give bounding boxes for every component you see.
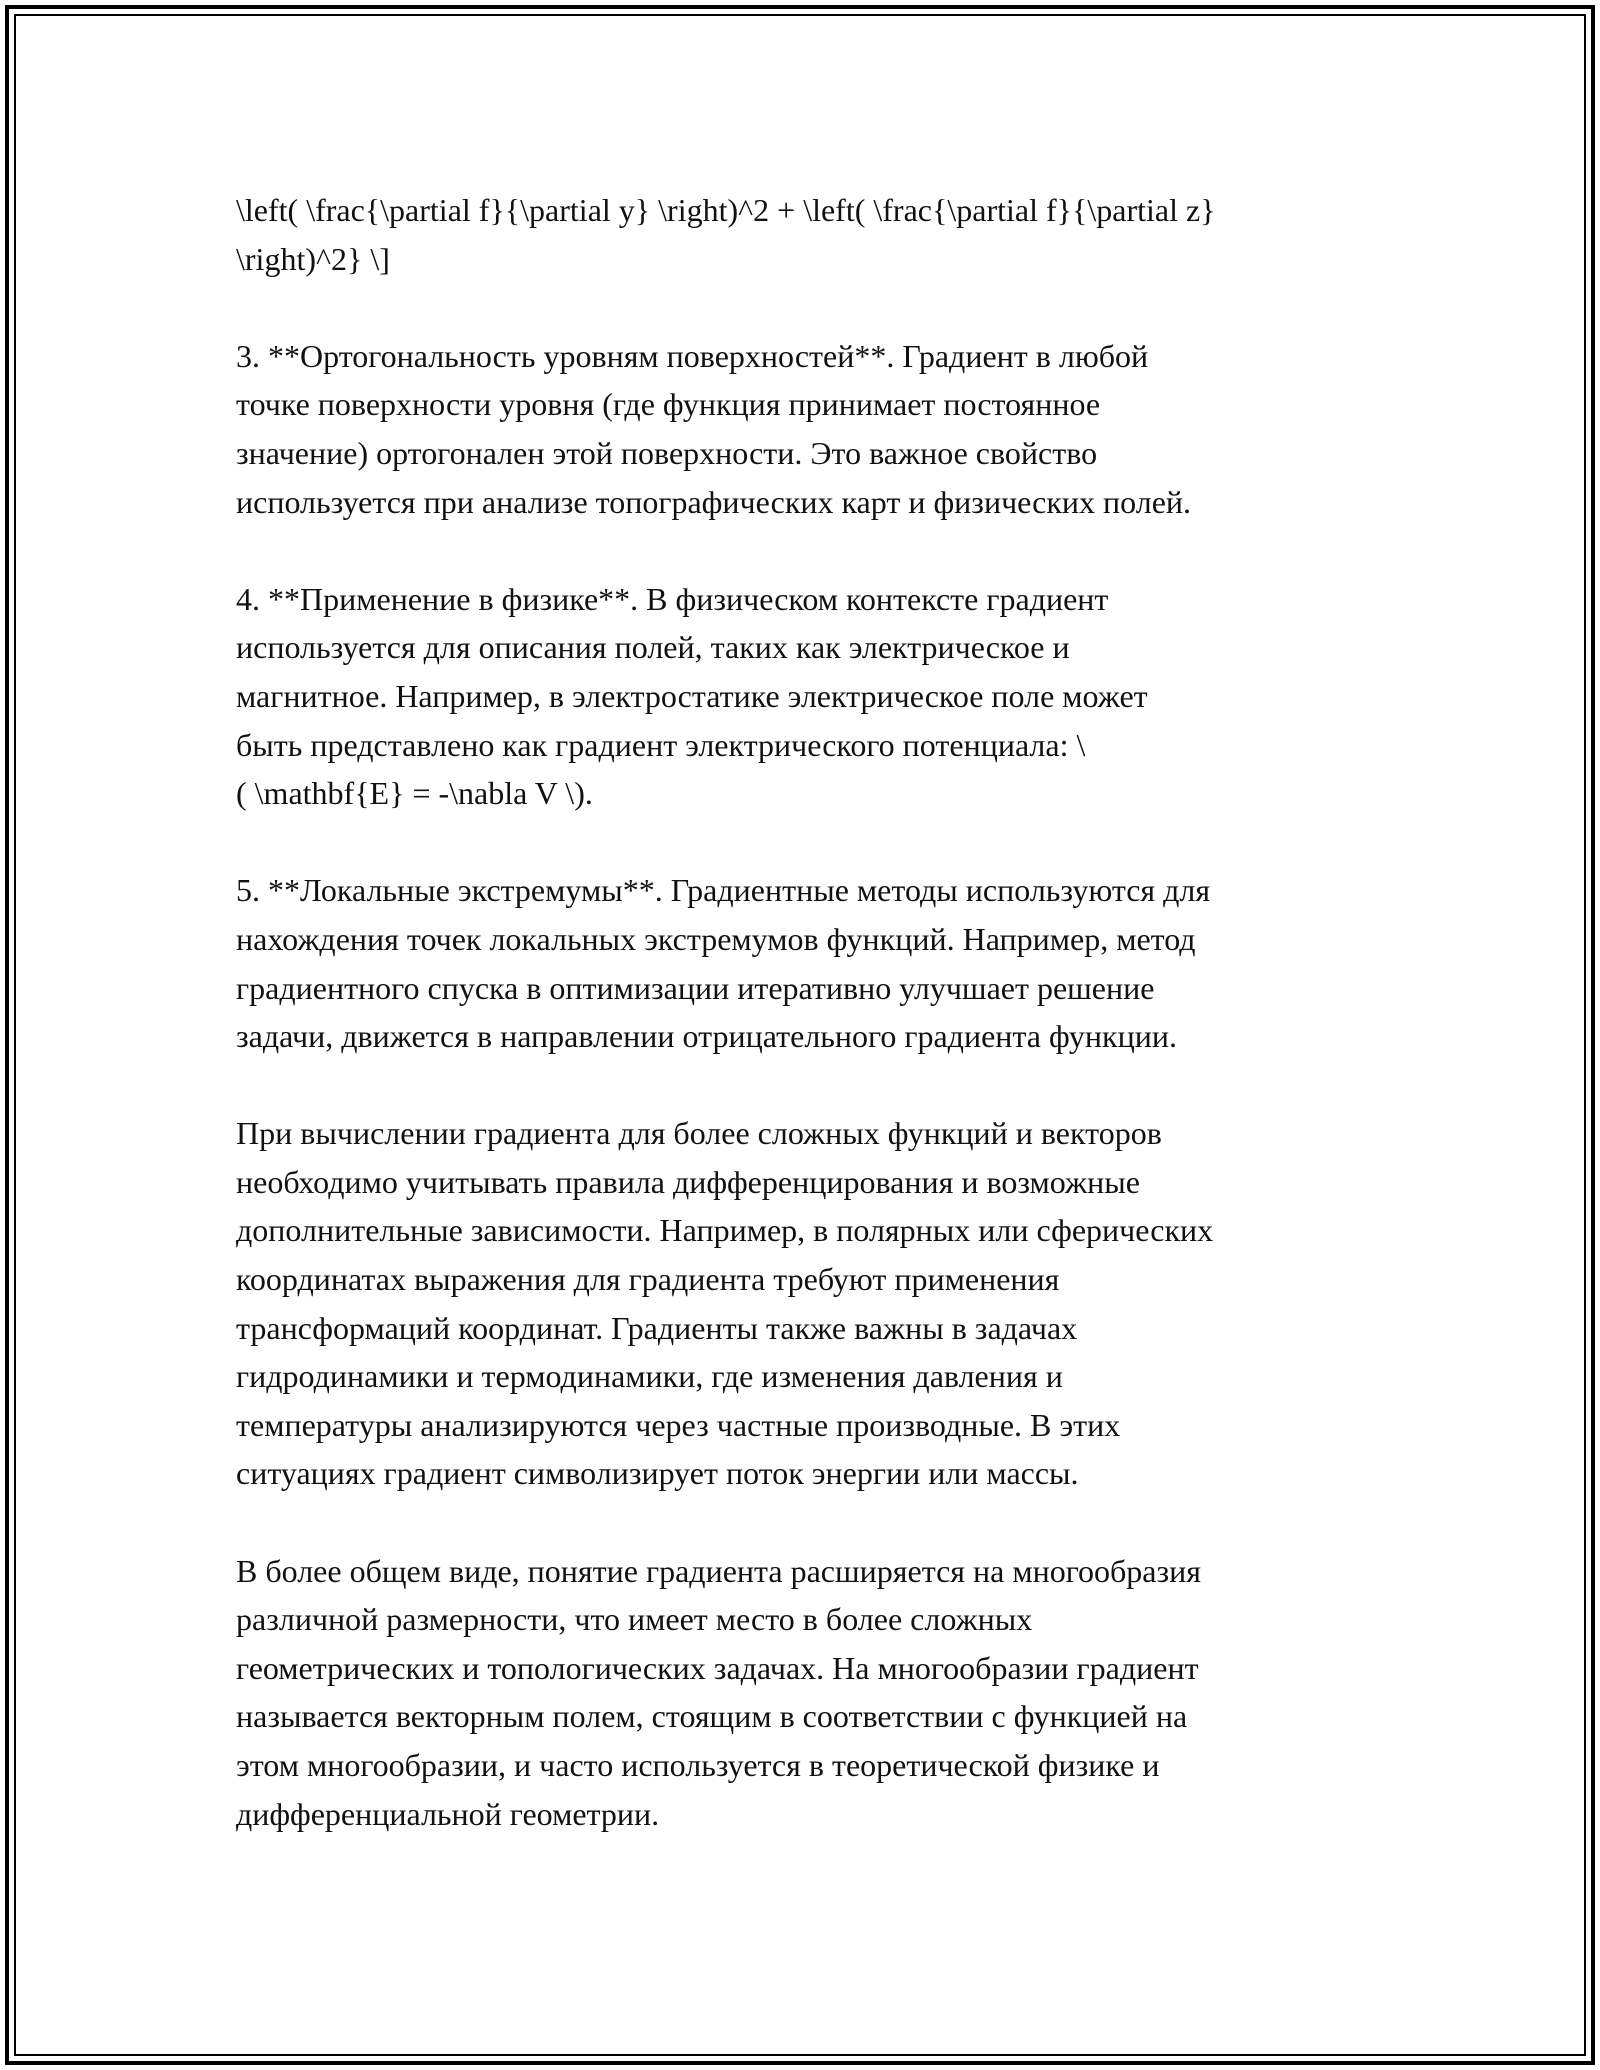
text-line: используется для описания полей, таких как электрическое и <box>236 629 1070 666</box>
text-line: быть представлено как градиент электрического потенциала: \ <box>236 726 1086 763</box>
text-line: координатах выражения для градиента требуют применения <box>236 1261 1060 1298</box>
text-line: При вычислении градиента для более сложных функций и векторов <box>236 1115 1162 1152</box>
paragraph-manifolds <box>236 1547 1376 1839</box>
paragraph-formula-continuation <box>236 186 1376 283</box>
text-line: \left( \frac{\partial f}{\partial y} \right)^2 + \left( \frac{\partial f}{\partial z} <box>236 192 1216 228</box>
document-body <box>236 186 1376 1887</box>
text-line: В более общем виде, понятие градиента расширяется на многообразия <box>236 1552 1201 1589</box>
text-line: ( \mathbf{E} = -\nabla V \). <box>236 775 593 812</box>
text-line: 4. **Применение в физике**. В физическом контексте градиент <box>236 580 1109 617</box>
text-line: необходимо учитывать правила дифференцирования и возможные <box>236 1163 1140 1200</box>
text-line: точке поверхности уровня (где функция принимает постоянное <box>236 386 1101 423</box>
text-line: этом многообразии, и часто используется в теоретической физике и <box>236 1747 1160 1783</box>
text-line: градиентного спуска в оптимизации итеративно улучшает решение <box>236 969 1155 1006</box>
text-line: нахождения точек локальных экстремумов функций. Например, метод <box>236 920 1196 957</box>
text-line: геометрических и топологических задачах. На многообразии градиент <box>236 1649 1199 1686</box>
text-line: 5. **Локальные экстремумы**. Градиентные методы используются для <box>236 872 1211 909</box>
paragraph-item-4 <box>236 575 1376 818</box>
text-line: называется векторным полем, стоящим в соответствии с функцией на <box>236 1698 1188 1735</box>
text-line: дополнительные зависимости. Например, в полярных или сферических <box>236 1212 1214 1249</box>
text-line: ситуациях градиент символизирует поток энергии или массы. <box>236 1455 1079 1492</box>
paragraph-item-3 <box>236 332 1376 526</box>
text-line: температуры анализируются через частные производные. В этих <box>236 1406 1121 1443</box>
text-line: трансформаций координат. Градиенты также важны в задачах <box>236 1309 1078 1346</box>
text-line: \right)^2} \] <box>236 240 390 277</box>
text-line: задачи, движется в направлении отрицательного градиента функции. <box>236 1018 1177 1055</box>
text-line: используется при анализе топографических карт и физических полей. <box>236 483 1192 520</box>
paragraph-item-5 <box>236 866 1376 1060</box>
paragraph-complex-functions <box>236 1109 1376 1498</box>
text-line: дифференциальной геометрии. <box>236 1795 660 1832</box>
text-line: магнитное. Например, в электростатике электрическое поле может <box>236 677 1148 714</box>
text-line: 3. **Ортогональность уровням поверхностей**. Градиент в любой <box>236 337 1149 374</box>
text-line: значение) ортогонален этой поверхности. Это важное свойство <box>236 434 1098 471</box>
text-line: гидродинамики и термодинамики, где изменения давления и <box>236 1358 1063 1395</box>
text-line: различной размерности, что имеет место в более сложных <box>236 1601 1033 1638</box>
